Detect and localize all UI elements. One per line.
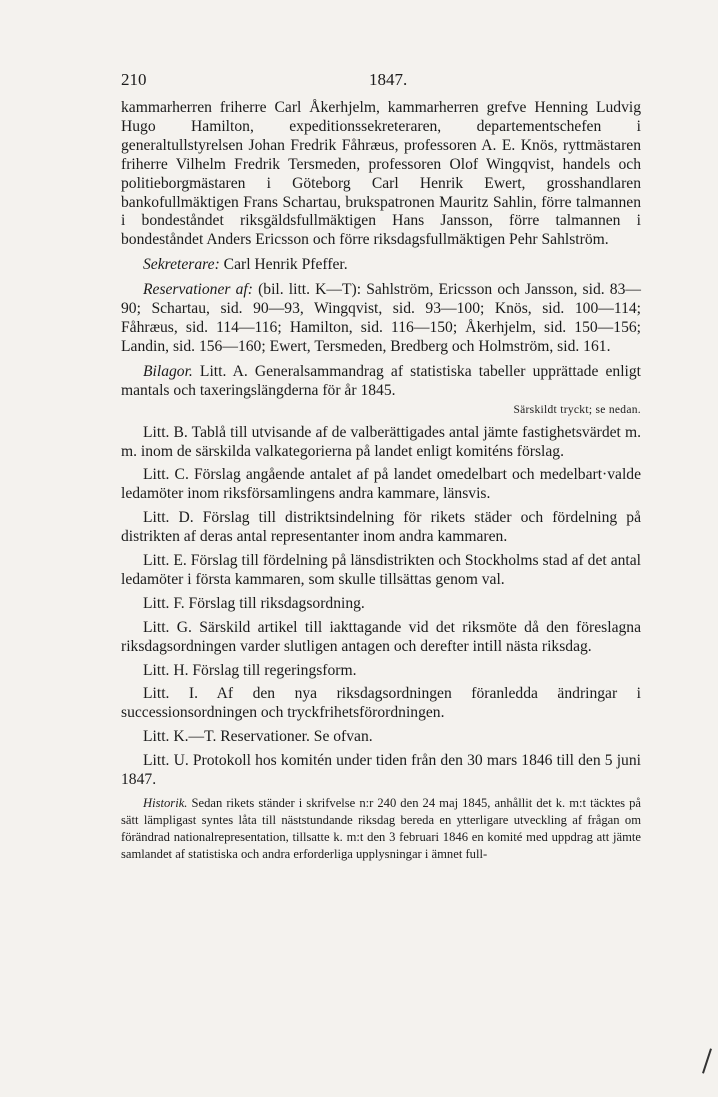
committee-members-paragraph: kammarherren friherre Carl Åkerhjelm, kammarherren grefve Henning Ludvig Hugo Hamilton, expeditionssekreteraren, departementschefen i generaltullstyrelsen Johan Fredrik Fåhræus, professoren A. E. Knös, ryttmästaren friherre Vilhelm Fredrik Tersmeden, professoren Olof Wingqvist, handels och politieborgmästaren i Göteborg Carl Henrik Ewert, grosshandlaren bankofullmäktigen Frans Schartau, brukspatronen Mauritz Sahlin, förre talmannen i bondeståndet riksgäldsfullmäktigen Hans Jansson, förre talmannen i bondeståndet Anders Ericsson och förre riksdagsfullmäktigen Pehr Sahlström. <box>121 99 641 249</box>
historik-label: Historik. <box>143 796 188 810</box>
bilagor-label: Bilagor. <box>143 362 193 380</box>
page-number: 210 <box>121 70 147 89</box>
list-item: Litt. E. Förslag till fördelning på länsdistrikten och Stockholms stad af det antal ledamöter i första kammaren, som skulle tillsättas genom val. <box>121 552 641 588</box>
historik-paragraph <box>121 795 641 863</box>
reservations-text: (bil. litt. K—T): Sahlström, Ericsson och Jansson, sid. 83—90; Schartau, sid. 90—93, Wingqvist, sid. 93—100; Knös, sid. 100—114; Fåhræus, sid. 114—116; Hamilton, sid. 116—150; Åkerhjelm, sid. 150—156; Landin, sid. 156—160; Ewert, Tersmeden, Bredberg och Holmström, sid. 161. <box>121 281 641 355</box>
list-item: Litt. H. Förslag till regeringsform. <box>143 661 357 679</box>
secretary-text: Carl Henrik Pfeffer. <box>219 256 348 274</box>
page-body <box>121 99 641 863</box>
bilagor-text: Litt. A. Generalsammandrag af statistiska tabeller upprättade enligt mantals och taxeringslängderna för år 1845. <box>121 362 641 399</box>
list-item: Litt. B. Tablå till utvisande af de valberättigades antal jämte fastighetsvärdet m. m. inom de särskilda valkategorierna på landet enligt komiténs förslag. <box>121 423 641 460</box>
list-item: Litt. K.—T. Reservationer. Se ofvan. <box>143 728 373 746</box>
list-item: Litt. C. Förslag angående antalet af på landet omedelbart och medelbart·valde ledamöter inom riksförsamlingens andra kammare, länsvis. <box>121 466 641 503</box>
list-item: Litt. I. Af den nya riksdagsordningen föranledda ändringar i successionsordningen och tryckfrihetsförordningen. <box>121 685 641 722</box>
secretary-paragraph <box>121 256 641 275</box>
page-header <box>121 70 641 96</box>
list-item: Litt. G. Särskild artikel till iakttagande vid det riksmöte då den föreslagna riksdagsordningen varder slutligen antagen och derefter intill nästa riksdag. <box>121 618 641 655</box>
list-item: Litt. D. Förslag till distriktsindelning för rikets städer och fördelning på distrikten af deras antal representanter inom andra kammaren. <box>121 509 641 546</box>
running-year: 1847. <box>369 70 408 89</box>
reservations-paragraph <box>121 281 641 357</box>
bilagor-paragraph <box>121 363 641 401</box>
historik-text: Sedan rikets ständer i skrifvelse n:r 240 den 24 maj 1845, anhållit det k. m:t täcktes på sätt lämpligast syntes låta till näststundande riksdag bereda en ytterligare utveckling af frågan om förändrad nationalrepresentation, tillsatte k. m:t den 3 februari 1846 en komité med uppdrag att jämte samlandet af statistiska och andra erforderliga upplysningar i ämnet full- <box>121 796 641 861</box>
secretary-label: Sekreterare: <box>143 256 220 274</box>
pencil-mark <box>702 1048 712 1073</box>
list-item: Litt. U. Protokoll hos komitén under tiden från den 30 mars 1846 till den 5 juni 1847. <box>121 752 641 789</box>
list-item: Litt. F. Förslag till riksdagsordning. <box>143 594 365 612</box>
document-page <box>121 70 641 863</box>
reservations-label: Reservationer af: <box>143 281 253 299</box>
separate-print-note: Särskildt tryckt; se nedan. <box>513 403 641 416</box>
